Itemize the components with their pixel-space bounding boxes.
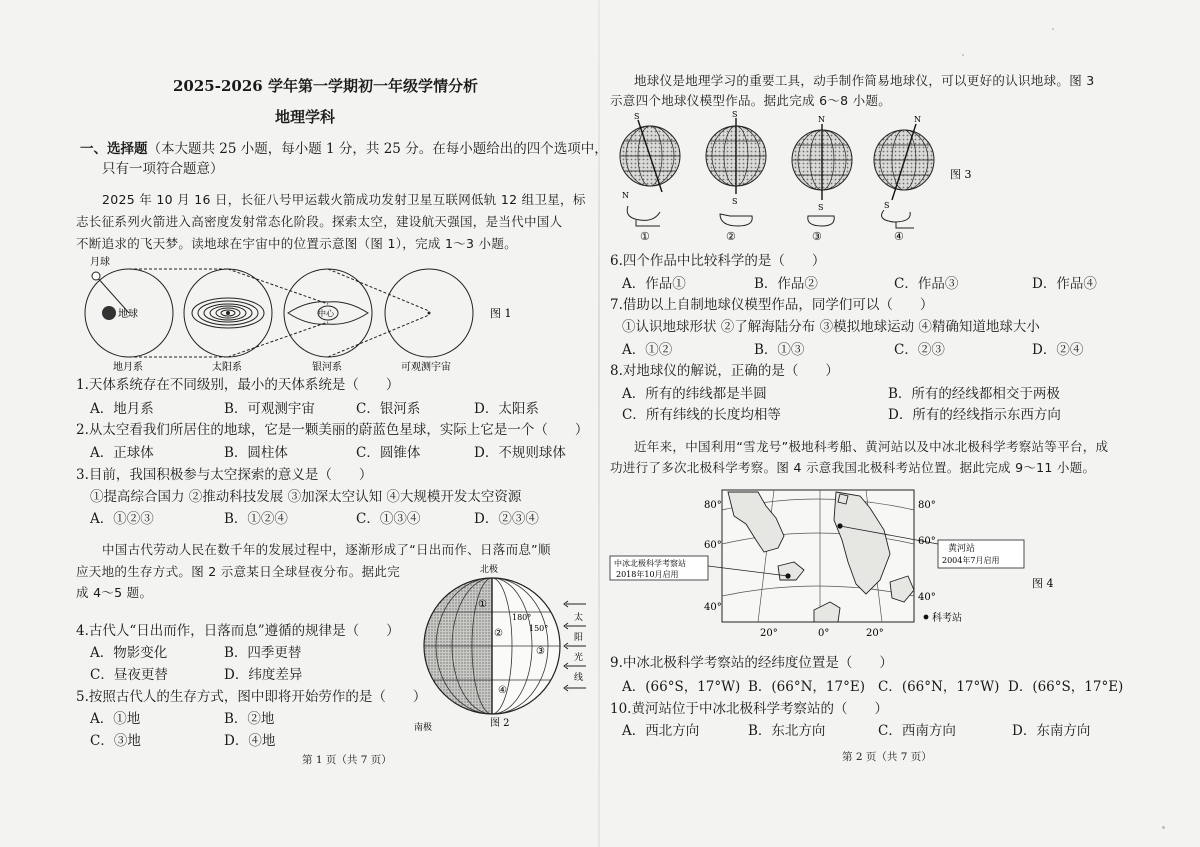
exam-title: 2025-2026 学年第一学期初一年级学情分析 <box>173 77 478 95</box>
lat-right-80: 80° <box>918 500 936 511</box>
q7-option-d[interactable]: D．②④ <box>1032 342 1084 358</box>
svalbard <box>838 494 848 504</box>
passage3-line2: 示意四个地球仪模型作品。据此完成 6～8 小题。 <box>610 93 892 108</box>
section-desc-2: 只有一项符合题意） <box>102 161 224 177</box>
q5-option-d[interactable]: D．④地 <box>224 733 276 749</box>
q6-option-c[interactable]: C．作品③ <box>894 276 959 292</box>
globe-model-1 <box>620 120 680 226</box>
q5-option-b[interactable]: B．②地 <box>224 711 275 727</box>
q7-option-a[interactable]: A．①② <box>622 342 673 358</box>
q1-option-d[interactable]: D．太阳系 <box>474 401 539 417</box>
q5-option-c[interactable]: C．③地 <box>90 733 141 749</box>
passage4-line2: 功进行了多次北极科学考察。图 4 示意我国北极科考站位置。据此完成 9～11 小题。 <box>610 460 1096 475</box>
q4-option-c[interactable]: C．昼夜更替 <box>90 667 168 683</box>
globe-model-2 <box>706 118 766 226</box>
globe4-n-label: N <box>914 115 921 124</box>
q7-stem: 7.借助以上自制地球仪模型作品，同学们可以（ ） <box>610 297 934 313</box>
q9-option-a[interactable]: A．(66°S，17°W) <box>622 679 741 695</box>
passage1-line3: 不断追求的飞天梦。读地球在宇宙中的位置示意图（图 1），完成 1～3 小题。 <box>76 236 517 251</box>
q1-stem: 1.天体系统存在不同级别，最小的天体系统是（ ） <box>76 377 400 393</box>
marker-1: ① <box>478 599 487 610</box>
q4-stem: 4.古代人“日出而作，日落而息”遵循的规律是（ ） <box>76 623 400 639</box>
q3-option-a[interactable]: A．①②③ <box>90 511 154 527</box>
q1-option-b[interactable]: B．可观测宇宙 <box>224 401 315 417</box>
q10-stem: 10.黄河站位于中冰北极科学考察站的（ ） <box>610 701 888 717</box>
passage1-line2: 志长征系列火箭进入高密度发射常态化阶段。探索太空，建设航天强国，是当代中国人 <box>76 214 563 229</box>
fig1-caption: 图 1 <box>490 307 512 320</box>
subject-title: 地理学科 <box>275 108 336 126</box>
q7-option-c[interactable]: C．②③ <box>894 342 945 358</box>
q9-stem: 9.中冰北极科学考察站的经纬度位置是（ ） <box>610 655 893 671</box>
q4-option-b[interactable]: B．四季更替 <box>224 645 302 661</box>
north-pole-label: 北极 <box>480 565 499 575</box>
figure-3-globe-models <box>614 110 974 244</box>
earth-dot <box>102 306 116 320</box>
sunlight-char-2: 阳 <box>574 633 584 643</box>
universe-center-dot <box>428 312 431 315</box>
scan-speck <box>1162 826 1165 829</box>
zoom-line <box>328 269 429 311</box>
zoom-line <box>228 269 328 304</box>
globe3-n-label: N <box>818 115 825 124</box>
q3-items: ①提高综合国力 ②推动科技发展 ③加深太空认知 ④大规模开发太空资源 <box>90 489 522 505</box>
fig1-label-4: 可观测宇宙 <box>401 362 451 373</box>
moon-label: 月球 <box>90 257 110 268</box>
marker-3: ③ <box>536 646 545 657</box>
q1-option-c[interactable]: C．银河系 <box>356 401 421 417</box>
q6-option-a[interactable]: A．作品① <box>622 276 686 292</box>
q4-option-d[interactable]: D．纬度差异 <box>224 667 303 683</box>
q5-stem: 5.按照古代人的生存方式，图中即将开始劳作的是（ ） <box>76 689 427 705</box>
fig2-caption: 图 2 <box>490 718 510 729</box>
station2-name: 黄河站 <box>948 544 976 554</box>
zoom-line <box>328 315 429 357</box>
q3-option-c[interactable]: C．①③④ <box>356 511 421 527</box>
globe4-s-label: S <box>884 201 890 210</box>
q10-option-a[interactable]: A．西北方向 <box>622 723 700 739</box>
lat-right-60: 60° <box>918 536 936 547</box>
lon-180-label: 180° <box>512 613 532 622</box>
zoom-line <box>228 322 328 357</box>
q10-option-b[interactable]: B．东北方向 <box>748 723 826 739</box>
q5-option-a[interactable]: A．①地 <box>90 711 141 727</box>
fig3-label-3: ③ <box>812 230 822 243</box>
section-desc-1: （本大题共 25 小题，每小题 1 分，共 25 分。在每小题给出的四个选项中， <box>147 141 608 157</box>
q2-option-a[interactable]: A．正球体 <box>90 445 154 461</box>
lon-bottom-0: 0° <box>818 628 830 639</box>
left-page <box>70 0 608 847</box>
station1-date: 2018年10月启用 <box>616 570 679 579</box>
legend-label: 科考站 <box>932 613 962 624</box>
passage2-line2: 应天地的生存方式。图 2 示意某日全球昼夜分布。据此完 <box>76 564 401 579</box>
globe2-s-label: S <box>732 110 738 119</box>
q8-option-d[interactable]: D．所有的经线指示东西方向 <box>888 407 1061 423</box>
q10-option-d[interactable]: D．东南方向 <box>1012 723 1091 739</box>
q7-option-b[interactable]: B．①③ <box>754 342 805 358</box>
lat-left-80: 80° <box>704 500 722 511</box>
legend-dot <box>924 615 929 620</box>
q8-option-c[interactable]: C．所有纬线的长度均相等 <box>622 407 781 423</box>
globe-model-4 <box>874 124 934 228</box>
fig1-label-3: 银河系 <box>312 362 342 373</box>
lat-right-40: 40° <box>918 592 936 603</box>
lon-bottom-20e: 20° <box>866 628 884 639</box>
lat-left-60: 60° <box>704 540 722 551</box>
marker-2: ② <box>494 628 503 639</box>
figure-4-arctic-stations-map <box>608 484 1054 646</box>
lon-bottom-20w: 20° <box>760 628 778 639</box>
sunlight-char-1: 太 <box>574 613 584 623</box>
q2-stem: 2.从太空看我们所居住的地球，它是一颗美丽的蔚蓝色星球，实际上它是一个（ ） <box>76 422 589 438</box>
q4-option-a[interactable]: A．物影变化 <box>90 645 168 661</box>
q9-option-b[interactable]: B．(66°N，17°E) <box>748 679 865 695</box>
passage1-line1: 2025 年 10 月 16 日，长征八号甲运载火箭成功发射卫星互联网低轨 12 组卫星，标 <box>102 192 586 207</box>
earth-label: 地球 <box>118 309 138 320</box>
globe3-s-label: S <box>818 203 824 212</box>
page-2-footer: 第 2 页（共 7 页） <box>842 751 932 763</box>
q2-option-b[interactable]: B．圆柱体 <box>224 445 288 461</box>
fig3-label-2: ② <box>726 230 736 243</box>
passage4-line1: 近年来，中国利用“雪龙号”极地科考船、黄河站以及中冰北极科学考察站等平台，成 <box>634 439 1109 454</box>
fig1-label-2: 太阳系 <box>212 362 242 373</box>
passage3-line1: 地球仪是地理学习的重要工具，动手制作简易地球仪，可以更好的认识地球。图 3 <box>634 73 1095 88</box>
q3-option-d[interactable]: D．②③④ <box>474 511 539 527</box>
marker-4: ④ <box>498 685 507 696</box>
lat-left-40: 40° <box>704 602 722 613</box>
page-fold <box>598 0 600 847</box>
figure-2-day-night <box>410 560 590 738</box>
q3-stem: 3.目前，我国积极参与太空探索的意义是（ ） <box>76 467 373 483</box>
q2-option-d[interactable]: D．不规则球体 <box>474 445 566 461</box>
sunlight-char-4: 线 <box>574 673 584 683</box>
page-1-footer: 第 1 页（共 7 页） <box>302 754 392 766</box>
q9-option-c[interactable]: C．(66°N，17°W) <box>878 679 1000 695</box>
globe2-s-label-bottom: S <box>732 197 738 206</box>
q6-stem: 6.四个作品中比较科学的是（ ） <box>610 253 826 269</box>
q6-option-d[interactable]: D．作品④ <box>1032 276 1097 292</box>
passage2-line3: 成 4～5 题。 <box>76 585 153 600</box>
q2-option-c[interactable]: C．圆锥体 <box>356 445 421 461</box>
sunlight-char-3: 光 <box>574 653 584 663</box>
globe1-n-label: N <box>622 191 629 200</box>
section-heading-line <box>80 140 608 158</box>
south-pole-label: 南极 <box>414 723 433 733</box>
lon-150-label: 150° <box>529 624 549 633</box>
figure-1-universe-levels <box>76 256 516 374</box>
q7-items: ①认识地球形状 ②了解海陆分布 ③模拟地球运动 ④精确知道地球大小 <box>622 319 1040 335</box>
station1-name: 中冰北极科学考察站 <box>614 559 686 568</box>
fig3-label-4: ④ <box>894 230 904 243</box>
q8-option-b[interactable]: B．所有的经线都相交于两极 <box>888 386 1060 402</box>
globe1-s-label: S <box>634 112 640 121</box>
fig3-label-1: ① <box>640 230 650 243</box>
fig1-label-1: 地月系 <box>113 362 143 373</box>
sun-dot <box>226 311 230 315</box>
q6-option-b[interactable]: B．作品② <box>754 276 818 292</box>
q3-option-b[interactable]: B．①②④ <box>224 511 288 527</box>
q9-option-d[interactable]: D．(66°S，17°E) <box>1008 679 1124 695</box>
q10-option-c[interactable]: C．西南方向 <box>878 723 956 739</box>
passage2-line1: 中国古代劳动人民在数千年的发展过程中，逐渐形成了“日出而作、日落而息”顺 <box>102 542 551 557</box>
station2-date: 2004年7月启用 <box>942 556 1000 565</box>
fig4-caption: 图 4 <box>1032 577 1054 590</box>
right-page <box>608 0 1128 847</box>
center-label: 中心 <box>318 309 334 318</box>
moon-dot <box>92 272 100 280</box>
section-heading: 一、选择题 <box>80 141 148 157</box>
fig3-caption: 图 3 <box>950 168 972 181</box>
q8-stem: 8.对地球仪的解说，正确的是（ ） <box>610 363 839 379</box>
q1-option-a[interactable]: A．地月系 <box>90 401 154 417</box>
q8-option-a[interactable]: A．所有的纬线都是半圆 <box>622 386 767 402</box>
